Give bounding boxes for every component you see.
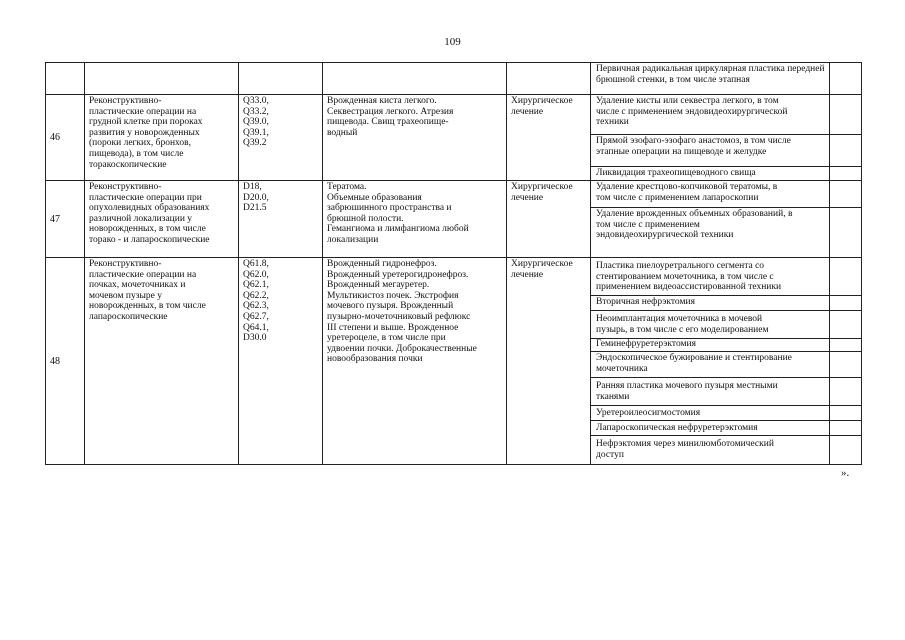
method-text: Лапароскопическая нефруретерэктомия (596, 423, 758, 433)
icd-codes: Q61.8, Q62.0, Q62.1, Q62.2, Q62.3, Q62.7, Q64.1, D30.0 (243, 259, 269, 344)
method-text: Первичная радикальная циркулярная пластика передней брюшной стенки, в том числе этапная (596, 64, 825, 85)
method-divider (590, 310, 862, 311)
page-number: 109 (444, 36, 461, 48)
method-text: Уретероилеосигмостомия (596, 408, 701, 418)
row-divider (45, 62, 862, 63)
column-divider (84, 62, 85, 464)
row-divider (45, 257, 862, 258)
row-number: 46 (50, 132, 60, 143)
icd-codes: Q33.0, Q33.2, Q39.0, Q39.1, Q39.2 (243, 96, 269, 149)
method-text: Удаление крестцово-копчиковой тератомы, в том числе с применением лапароскопии (596, 182, 778, 203)
column-divider (238, 62, 239, 464)
treatment-type: Хирургическое лечение (511, 96, 573, 117)
icd-codes: D18, D20.0, D21.5 (243, 182, 269, 214)
closing-quote-mark: ». (841, 467, 850, 479)
treatment-type: Хирургическое лечение (511, 259, 573, 280)
row-divider (45, 464, 862, 465)
method-divider (590, 134, 862, 135)
table-border-right (861, 62, 862, 464)
column-divider (322, 62, 323, 464)
method-divider (590, 377, 862, 378)
table-border-left (45, 62, 46, 464)
method-divider (590, 405, 862, 406)
method-text: Прямой эзофаго-эзофаго анастомоз, в том числе этапные операции на пищеводе и желудке (596, 136, 791, 157)
care-type-name: Реконструктивно- пластические операции при опухолевидных образованиях различной локализации у новорожденных, в том числе торако - и лапароскопические (89, 182, 210, 245)
method-text: Удаление кисты или секвестра легкого, в том числе с применением эндовидеохирургической техники (596, 96, 788, 128)
method-text: Удаление врожденных объемных образований, в том числе с применением эндовидеохирургической техники (596, 209, 793, 241)
column-divider (590, 62, 591, 464)
patient-model: Врожденный гидронефроз. Врожденный уретерогидронефроз. Врожденный мегауретер. Мультикистоз почек. Экстрофия мочевого пузыря. Врожденный пузырно-мочеточниковый рефлюкс III степени и выше. Врожденное уретероцеле, в том числе при удвоении почки. Доброкачественные новообразования почки (327, 259, 477, 365)
method-divider (590, 166, 862, 167)
column-divider (829, 62, 830, 464)
method-text: Ранняя пластика мочевого пузыря местными тканями (596, 381, 778, 402)
row-divider (45, 94, 862, 95)
column-divider (506, 62, 507, 464)
method-text: Геминефруретерэктомия (596, 339, 696, 349)
care-type-name: Реконструктивно- пластические операции на почках, мочеточниках и мочевом пузыре у новорожденных, в том числе лапароскопические (89, 259, 206, 322)
method-divider (590, 207, 862, 208)
method-divider (590, 295, 862, 296)
method-text: Неоимплантация мочеточника в мочевой пузырь, в том числе с его моделированием (596, 314, 769, 335)
treatment-type: Хирургическое лечение (511, 182, 573, 203)
method-text: Нефрэктомия через минилюмботомический доступ (596, 439, 774, 460)
care-type-name: Реконструктивно- пластические операции на грудной клетке при пороках развития у новорожденных (пороки легких, бронхов, пищевода), в том числе торакоскопические (89, 96, 203, 170)
patient-model: Тератома. Объемные образования забрюшинного пространства и брюшной полости. Гемангиома и лимфангиома любой локализации (327, 182, 469, 245)
method-divider (590, 351, 862, 352)
method-text: Вторичная нефрэктомия (596, 297, 695, 307)
method-text: Пластика пиелоуретрального сегмента со стентированием мочеточника, в том числе с применением видеоассистированной техники (596, 261, 782, 293)
method-text: Эндоскопическое бужирование и стентирование мочеточника (596, 353, 792, 374)
method-divider (590, 435, 862, 436)
method-text: Ликвидация трахеопищеводного свища (596, 168, 756, 178)
method-divider (590, 420, 862, 421)
row-number: 48 (50, 356, 60, 367)
row-number: 47 (50, 214, 60, 225)
row-divider (45, 180, 862, 181)
patient-model: Врожденная киста легкого. Секвестрация легкого. Атрезия пищевода. Свищ трахеопище- водный (327, 96, 454, 138)
